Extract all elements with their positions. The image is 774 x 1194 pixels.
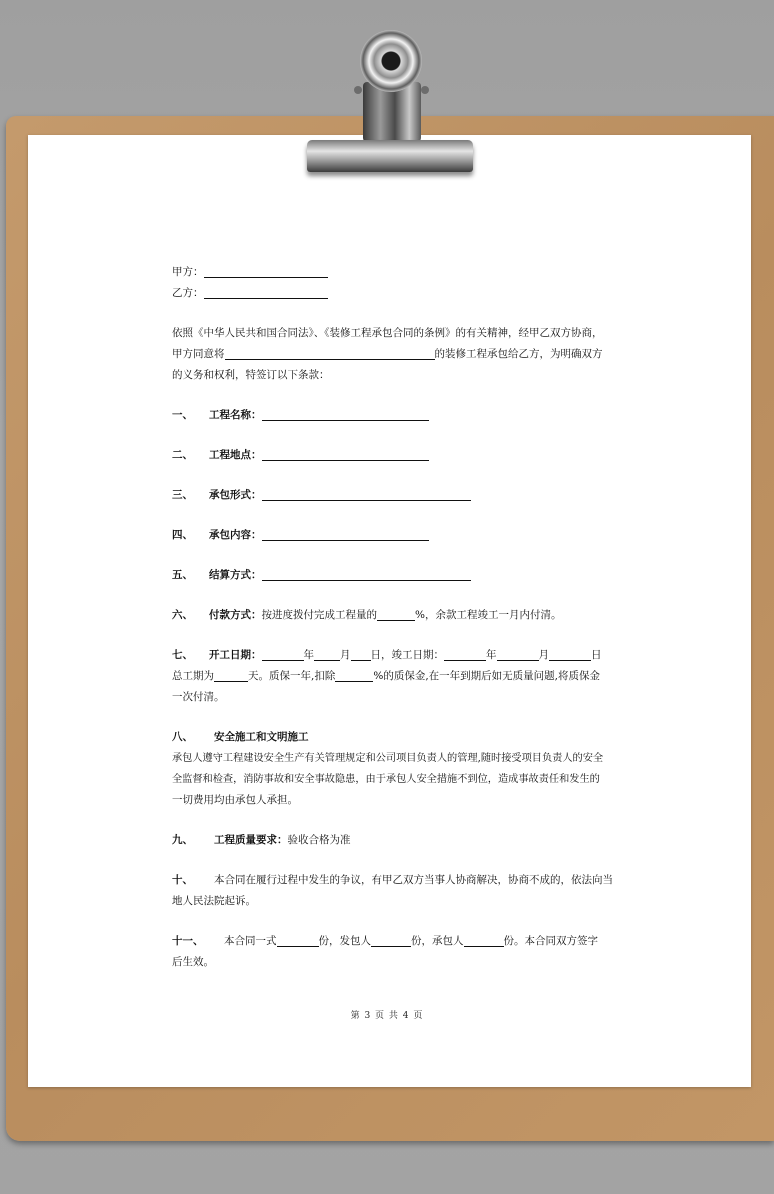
payment-percent-field[interactable] bbox=[377, 606, 415, 621]
intro-line-3: 的义务和权利，特签订以下条款： bbox=[172, 369, 330, 381]
clause-7-line-2 bbox=[172, 666, 604, 687]
party-a-field[interactable] bbox=[204, 263, 328, 278]
clause-11-line-2: 后生效。 bbox=[172, 956, 214, 968]
clause-label: 工程地点： bbox=[209, 449, 262, 461]
project-location-field[interactable] bbox=[262, 446, 429, 461]
clause-8 bbox=[172, 727, 604, 748]
intro-text: 甲方同意将 bbox=[172, 348, 225, 360]
copies-client-field[interactable] bbox=[371, 932, 411, 947]
clause-number: 二、 bbox=[172, 449, 193, 461]
end-year-field[interactable] bbox=[444, 646, 486, 661]
clause-number: 四、 bbox=[172, 529, 193, 541]
clause-number: 七、 bbox=[172, 649, 193, 661]
binder-clip bbox=[307, 140, 473, 172]
clause-7 bbox=[172, 645, 604, 666]
clause-6 bbox=[172, 605, 604, 626]
start-month-field[interactable] bbox=[314, 646, 340, 661]
contract-form-field[interactable] bbox=[262, 486, 471, 501]
clause-text: %，余款工程竣工一月内付清。 bbox=[415, 609, 562, 621]
clause-2 bbox=[172, 445, 604, 466]
clip-hook bbox=[354, 86, 362, 94]
start-year-field[interactable] bbox=[262, 646, 304, 661]
clause-1 bbox=[172, 405, 604, 426]
clause-text: 按进度拨付完成工程量的 bbox=[261, 609, 377, 621]
clip-hook bbox=[421, 86, 429, 94]
clause-8-line-3: 一切费用均由承包人承担。 bbox=[172, 794, 298, 806]
clause-text: 年 bbox=[303, 649, 314, 661]
clause-4 bbox=[172, 525, 604, 546]
clause-11 bbox=[172, 931, 604, 952]
clause-text: %的质保金,在一年到期后如无质量问题,将质保金 bbox=[373, 670, 600, 682]
clause-number: 八、 bbox=[172, 731, 193, 743]
clause-3 bbox=[172, 485, 604, 506]
clause-7-line-3: 一次付清。 bbox=[172, 691, 225, 703]
clip-ring bbox=[360, 30, 422, 92]
clause-5 bbox=[172, 565, 604, 586]
clause-label: 结算方式： bbox=[209, 569, 262, 581]
clause-text: 验收合格为准 bbox=[287, 834, 351, 846]
project-field[interactable] bbox=[225, 345, 435, 360]
clause-text: 月 bbox=[340, 649, 351, 661]
party-b-label: 乙方： bbox=[172, 287, 204, 299]
clause-8-line-2: 全监督和检查，消防事故和安全事故隐患，由于承包人安全措施不到位，造成事故责任和发生的 bbox=[172, 774, 600, 785]
copies-contractor-field[interactable] bbox=[464, 932, 504, 947]
clause-number: 九、 bbox=[172, 834, 193, 846]
clause-label: 工程名称： bbox=[209, 409, 262, 421]
clause-text: 份。本合同双方签字 bbox=[503, 935, 598, 947]
clause-label: 安全施工和文明施工 bbox=[214, 731, 309, 743]
party-a-row bbox=[172, 262, 604, 283]
total-days-field[interactable] bbox=[214, 667, 248, 682]
clause-text: 份，发包人 bbox=[318, 935, 371, 947]
end-month-field[interactable] bbox=[497, 646, 539, 661]
clause-text: 本合同在履行过程中发生的争议，有甲乙双方当事人协商解决，协商不成的，依法向当 bbox=[214, 874, 613, 886]
clause-text: 年 bbox=[486, 649, 497, 661]
clause-text: 总工期为 bbox=[172, 670, 214, 682]
clause-8-line-1: 承包人遵守工程建设安全生产有关管理规定和公司项目负责人的管理,随时接受项目负责人的安全 bbox=[172, 753, 604, 764]
clause-number: 五、 bbox=[172, 569, 193, 581]
clause-label: 承包内容： bbox=[209, 529, 262, 541]
clause-10-line-2: 地人民法院起诉。 bbox=[172, 895, 256, 907]
intro-text: 的装修工程承包给乙方，为明确双方 bbox=[434, 348, 603, 360]
project-name-field[interactable] bbox=[262, 406, 429, 421]
page-number: 第 3 页 共 4 页 bbox=[350, 1011, 424, 1021]
clause-text: 日 bbox=[591, 649, 602, 661]
clause-number: 一、 bbox=[172, 409, 193, 421]
intro-line-2 bbox=[172, 344, 604, 365]
clause-text: 月 bbox=[538, 649, 549, 661]
contract-content-field[interactable] bbox=[262, 526, 429, 541]
clause-text: 天。质保一年,扣除 bbox=[248, 670, 336, 682]
party-b-field[interactable] bbox=[204, 284, 328, 299]
clause-number: 三、 bbox=[172, 489, 193, 501]
settlement-field[interactable] bbox=[262, 566, 471, 581]
party-b-row bbox=[172, 283, 604, 304]
contract-body bbox=[172, 262, 613, 973]
clause-text: ，竣工日期： bbox=[381, 649, 444, 661]
copies-total-field[interactable] bbox=[277, 932, 319, 947]
clause-label: 付款方式： bbox=[209, 609, 262, 621]
clause-label: 开工日期： bbox=[209, 649, 262, 661]
clause-10 bbox=[172, 870, 613, 891]
clause-label: 工程质量要求： bbox=[214, 834, 288, 846]
intro-line-1: 依照《中华人民共和国合同法》、《装修工程承包合同的条例》的有关精神，经甲乙双方协商， bbox=[172, 327, 603, 339]
clause-label: 承包形式： bbox=[209, 489, 262, 501]
clause-number: 六、 bbox=[172, 609, 193, 621]
start-day-field[interactable] bbox=[351, 646, 371, 661]
clause-number: 十一、 bbox=[172, 935, 204, 947]
clause-text: 本合同一式 bbox=[224, 935, 277, 947]
party-a-label: 甲方： bbox=[172, 266, 204, 278]
clause-number: 十、 bbox=[172, 874, 193, 886]
clause-text: 日 bbox=[370, 649, 381, 661]
deposit-percent-field[interactable] bbox=[335, 667, 373, 682]
clause-9 bbox=[172, 830, 604, 851]
clause-text: 份，承包人 bbox=[411, 935, 464, 947]
end-day-field[interactable] bbox=[549, 646, 591, 661]
